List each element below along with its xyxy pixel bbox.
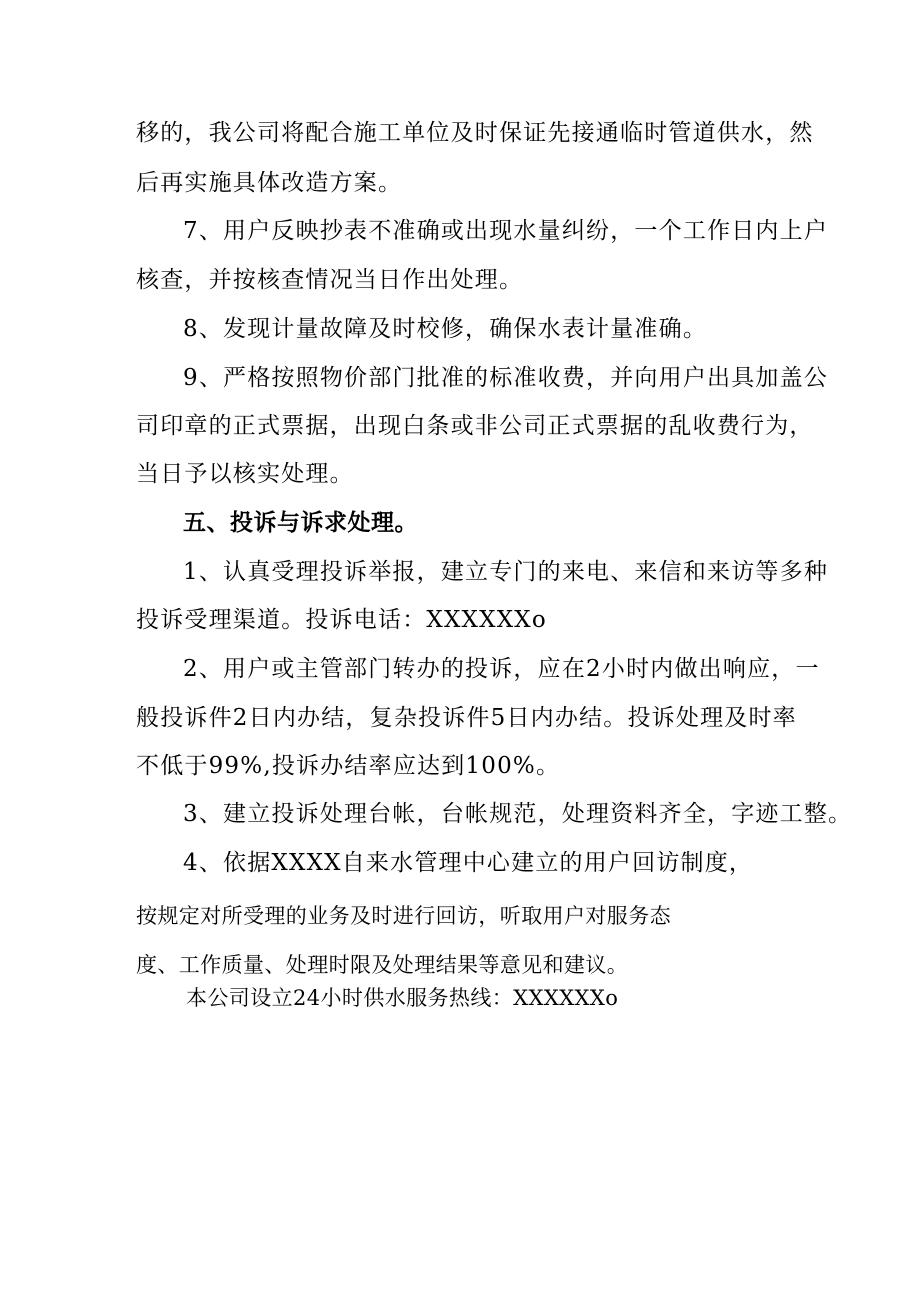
list-item-3: 3、建立投诉处理台帐，台帐规范，处理资料齐全，字迹工整。 <box>183 801 853 827</box>
paragraph-line: 当日予以核实处理。 <box>136 461 354 487</box>
paragraph-line: 按规定对所受理的业务及时进行回访，听取用户对服务态 <box>136 904 671 928</box>
paragraph-line: 后再实施具体改造方案。 <box>136 170 403 196</box>
paragraph-line: 度、工作质量、处理时限及处理结果等意见和建议。 <box>136 953 629 977</box>
paragraph-line: 司印章的正式票据，出现白条或非公司正式票据的乱收费行为， <box>136 413 814 439</box>
paragraph-line: 不低于99%,投诉办结率应达到100%。 <box>136 753 561 779</box>
hotline-line: 本公司设立24小时供水服务热线：XXXXXXo <box>186 986 619 1010</box>
paragraph-line: 投诉受理渠道。投诉电话：XXXXXXo <box>136 607 547 633</box>
list-item-1: 1、认真受理投诉举报，建立专门的来电、来信和来访等多种 <box>183 559 829 585</box>
list-item-8: 8、发现计量故障及时校修，确保水表计量准确。 <box>183 316 708 342</box>
list-item-7: 7、用户反映抄表不准确或出现水量纠纷，一个工作日内上户 <box>183 218 829 244</box>
list-item-4: 4、依据XXXX自来水管理中心建立的用户回访制度， <box>183 850 754 876</box>
section-heading: 五、投诉与诉求处理。 <box>183 509 418 536</box>
paragraph-line: 般投诉件2日内办结，复杂投诉件5日内办结。投诉处理及时率 <box>136 705 797 731</box>
list-item-2: 2、用户或主管部门转办的投诉，应在2小时内做出响应，一 <box>183 656 820 682</box>
paragraph-line: 核查，并按核查情况当日作出处理。 <box>136 267 524 293</box>
list-item-9: 9、严格按照物价部门批准的标准收费，并向用户出具加盖公 <box>183 365 829 391</box>
paragraph-line: 移的，我公司将配合施工单位及时保证先接通临时管道供水，然 <box>136 120 814 146</box>
